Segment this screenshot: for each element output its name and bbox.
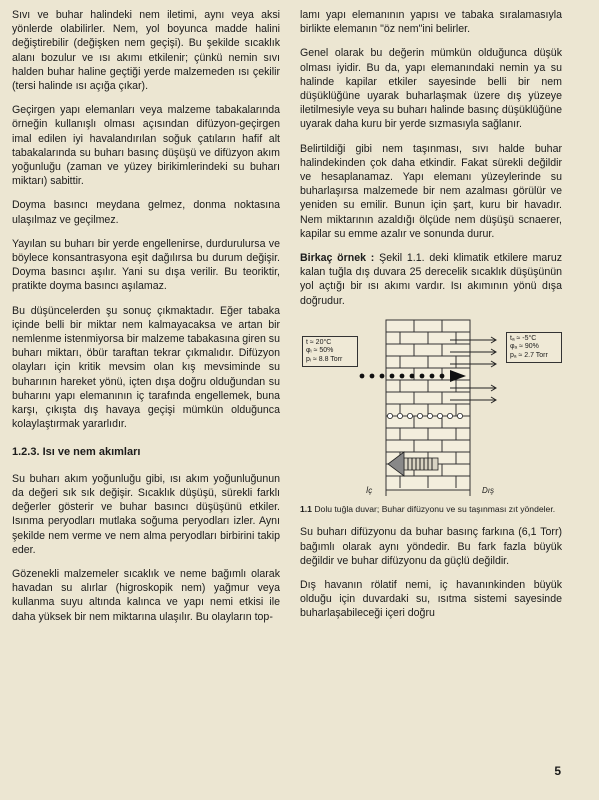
paragraph: Dış havanın rölatif nemi, iç havanınkinden büyük olduğu için duvardaki su, ısıtma sistemi sayesinde buharlaşabileceği içeri doğru xyxy=(300,578,562,620)
label-outside: Dış xyxy=(482,485,494,495)
example-text: Şekil 1.1. deki klimatik etkilere maruz kalan tuğla dış duvara 25 derecelik sıcaklık düşüşünün yol açtığı bir ısı akımı vardır. Isı akımının yönü dışa doğrudur. xyxy=(300,252,563,307)
left-column xyxy=(12,8,280,634)
inside-climate-box xyxy=(302,336,358,368)
outside-humidity: φₐ ≈ 90% xyxy=(510,343,539,351)
paragraph: Genel olarak bu değerin mümkün olduğunca düşük olması iyidir. Bu da, yapı elemanındaki nemin ya su halinde kapilar etkiler sayesinde belli bir nem düşüklüğüne uyarak buharlaşmak üzere dış yüzeye iletilmesiyle veya su buharı halinde basınç düşüklüğüne uyarak daha kuru bir yerde sızmasıyla sağlanır. xyxy=(300,47,562,131)
outside-climate-box xyxy=(506,332,562,364)
caption-text: Dolu tuğla duvar; Buhar difüzyonu ve su taşınması zıt yöndeler. xyxy=(311,503,556,514)
inside-pressure: pᵢ ≈ 8.8 Torr xyxy=(306,355,343,363)
paragraph: Gözenekli malzemeler sıcaklık ve neme bağımlı olarak havadan su alırlar (higroskopik nem) yağmur veya kullanma suyu altında kalınca ve yapı nemi etkisi ile daha yüksek bir nem miktarına ulaşılır. Bu olayların top- xyxy=(12,567,280,623)
paragraph: Belirtildiği gibi nem taşınması, sıvı halde buhar halindekinden çok daha etkindir. Fakat sürekli değildir ve hesaplanamaz. Yapı elemanı yüzeylerinde su buharlaşırsa malzemede bir nem azalması görülür ve yeniden su emilir. Bunun için şart, kuru bir havadır. Nem miktarının azaldığı ölçüde nem düşüşü scnaerer, kapilar su emme azalır ve sonunda durur. xyxy=(300,142,562,240)
example-paragraph xyxy=(300,251,562,308)
figure-brick-wall xyxy=(300,318,562,498)
paragraph: Geçirgen yapı elemanları veya malzeme tabakalarında örneğin kullanışlı olması açısından difüzyon-geçirgen imal edilen iyi havalandırılan soğuk çatıların hafif alt tabakalarında su buharı basınç düşüşü ve difüzyon akım yoğunluğu (zaman ve yüzey birikimlerindeki su buharı miktarı) sabittir. xyxy=(12,104,280,188)
paragraph: Yayılan su buharı bir yerde engellenirse, durdurulursa ve böylece konsantrasyona eşit dağılırsa bu durum değişir. Doyma basıncı aşılır. Yani su dışa verilir. Bu teoriktir, pratikte doyma basıncı aşılamaz. xyxy=(12,237,280,293)
outside-temp: tₐ ≈ -5°C xyxy=(510,334,537,342)
paragraph: Bu düşüncelerden şu sonuç çıkmaktadır. Eğer tabaka içinde belli bir miktar nem kalmayacaksa ve artan bir nemlenme istenmiyorsa bir malzeme tabakasına giren su buharı miktarı, öbür taraftan tekrar çıkmalıdır. Difüzyon olayları için kritik mevsim olan kış mevsiminde su buharının hareket yönü, içten dışa doğru olduğundan su buharını yapı elemanının iç tarafında engellemek, buna karşı, çıkışta dış havaya geçişi mümkün olduğunca kolaylaştırmak yararlıdır. xyxy=(12,304,280,431)
caption-number: 1.1 xyxy=(300,503,312,514)
outside-pressure: pₐ ≈ 2.7 Torr xyxy=(510,351,548,359)
paragraph: Su buharı difüzyonu da buhar basınç farkına (6,1 Torr) bağımlı olarak aynı yöndedir. Bu fark fazla büyük değildir ve buhar difüzyonu da güçlü değildir. xyxy=(300,526,562,567)
page-number: 5 xyxy=(554,764,561,778)
right-column xyxy=(300,8,562,631)
paragraph: lamı yapı elemanının yapısı ve tabaka sıralamasıyla birlikte elemanın "öz nem"ini belirler. xyxy=(300,9,562,36)
figure-caption xyxy=(300,504,562,516)
paragraph: Sıvı ve buhar halindeki nem iletimi, aynı veya aksi yönlerde olabilirler. Nem, yol boyunca madde halini değiştirebilir (değişken nem geçişi). Bu şekilde sıcaklık alanı bozulur ve ısı akımı etkilenir; çünkü nemin sıvı halden buhar haline geçtiği yerde malzemeden ısı çekilir (tersi halinde ısı açığa çıkar). xyxy=(12,9,280,93)
inside-temp: t ≈ 20°C xyxy=(306,338,332,346)
label-inside: İç xyxy=(366,485,373,495)
section-heading: 1.2.3. Isı ve nem akımları xyxy=(12,446,141,459)
example-lead: Birkaç örnek : xyxy=(300,252,375,265)
paragraph: Doyma basıncı meydana gelmez, donma noktasına ulaşılmaz ve geçilmez. xyxy=(12,199,280,226)
inside-humidity: φᵢ ≈ 50% xyxy=(306,347,334,355)
paragraph: Su buharı akım yoğunluğu gibi, ısı akım yoğunluğunun da değeri sık sık değişir. Sıcaklık düşüşü, sürekli farklı değerler gösterir ve buhar basıncı düşüşünü etkiler. Isınma peryodları mutlaka soğuma peryodları izler. Aynı şekilde nem verme ve nem alma peryodları birbirini takip eder. xyxy=(12,472,280,556)
